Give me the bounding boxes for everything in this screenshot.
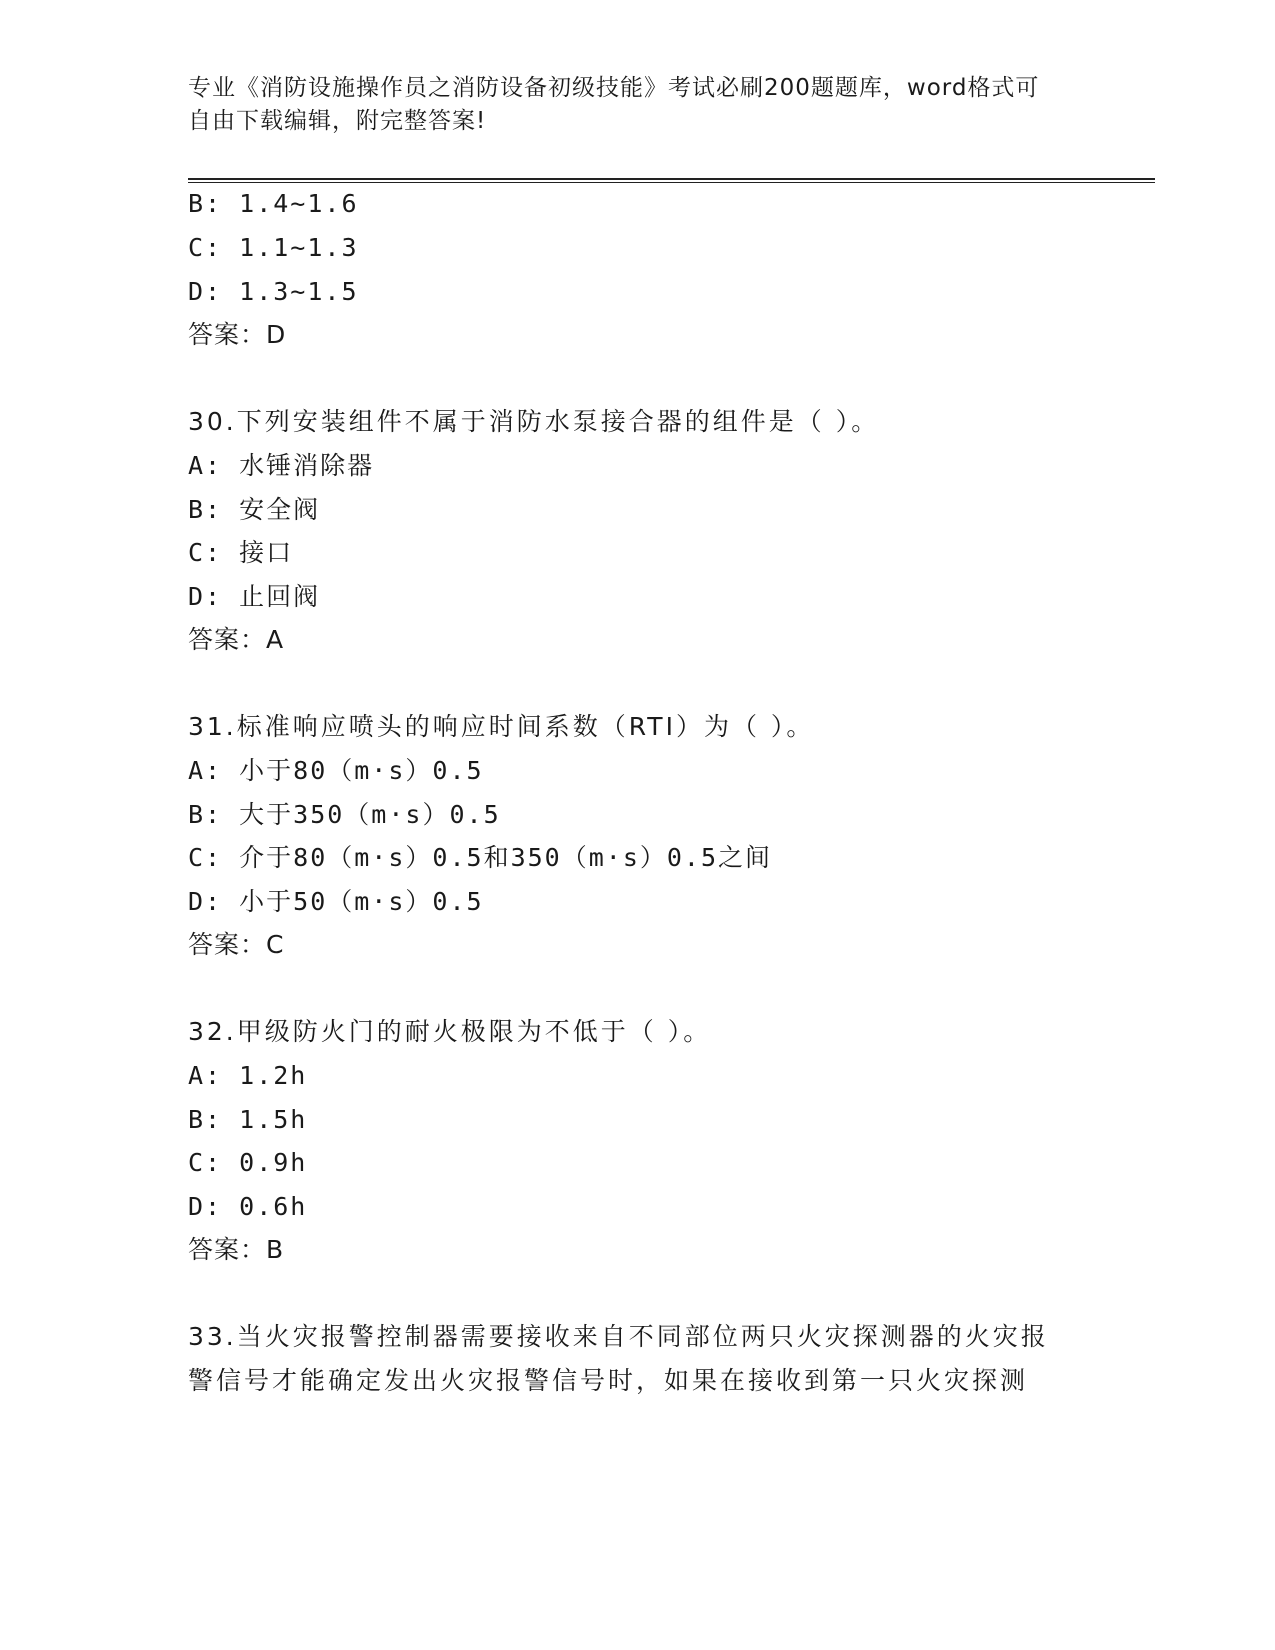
- q32-option-c: C: 0.9h: [188, 1148, 308, 1177]
- q31-option-a: A: 小于80（m·s）0.5: [188, 756, 484, 785]
- q30-option-b: B: 安全阀: [188, 495, 321, 524]
- q30-answer: 答案：A: [188, 625, 285, 654]
- q31-option-d: D: 小于50（m·s）0.5: [188, 887, 484, 916]
- q30-option-a: A: 水锤消除器: [188, 451, 375, 480]
- q32-answer: 答案：B: [188, 1235, 285, 1264]
- q31-answer: 答案：C: [188, 930, 285, 959]
- q32-option-a: A: 1.2h: [188, 1061, 308, 1090]
- document-header: [188, 72, 1068, 138]
- q32-stem: 32.甲级防火门的耐火极限为不低于（ ）。: [188, 1017, 712, 1046]
- q30-stem: 30.下列安装组件不属于消防水泵接合器的组件是（ ）。: [188, 407, 880, 436]
- q29-option-c: C: 1.1~1.3: [188, 233, 359, 262]
- q30-option-d: D: 止回阀: [188, 582, 321, 611]
- header-line-1: 专业《消防设施操作员之消防设备初级技能》考试必刷200题题库，word格式可: [188, 75, 1040, 101]
- q29-option-b: B: 1.4~1.6: [188, 189, 359, 218]
- q33-stem-line-2: 警信号才能确定发出火灾报警信号时，如果在接收到第一只火灾探测: [188, 1366, 1029, 1395]
- q29-option-d: D: 1.3~1.5: [188, 277, 359, 306]
- q31-option-c: C: 介于80（m·s）0.5和350（m·s）0.5之间: [188, 843, 773, 872]
- q33-stem-line-1: 33.当火灾报警控制器需要接收来自不同部位两只火灾探测器的火灾报: [188, 1322, 1049, 1351]
- q30-option-c: C: 接口: [188, 538, 294, 567]
- q32-option-d: D: 0.6h: [188, 1192, 308, 1221]
- q32-option-b: B: 1.5h: [188, 1105, 308, 1134]
- q31-stem: 31.标准响应喷头的响应时间系数（RTI）为（ ）。: [188, 712, 815, 741]
- header-line-2: 自由下载编辑，附完整答案!: [188, 108, 487, 134]
- header-divider: [188, 178, 1155, 183]
- q29-answer: 答案：D: [188, 320, 287, 349]
- q31-option-b: B: 大于350（m·s）0.5: [188, 800, 501, 829]
